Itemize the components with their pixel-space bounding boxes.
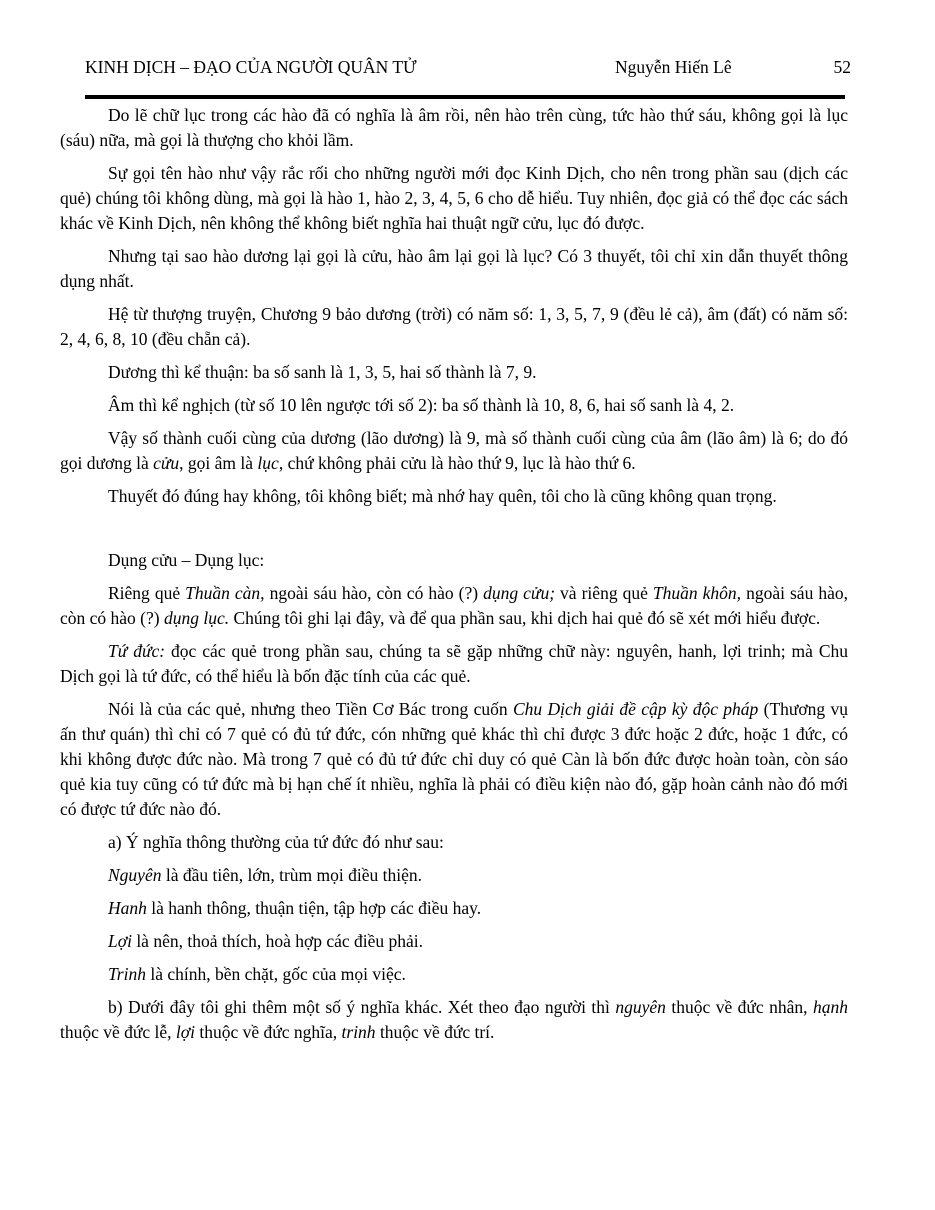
- definition-loi: Lợi là nên, thoả thích, hoà hợp các điều phải.: [108, 931, 424, 951]
- page-header: [0, 55, 935, 81]
- para-am-ke-nghich: Âm thì kể nghịch (từ số 10 lên ngược tới số 2): ba số thành là 10, 8, 6, hai số sanh là 4, 2.: [108, 395, 735, 415]
- para-he-tu-thuong-truyen: Hệ từ thượng truyện, Chương 9 bảo dương (trời) có năm số: 1, 3, 5, 7, 9 (đều lẻ cả), âm (đất) có năm số: 2, 4, 6, 8, 10 (đều chẵn cả).: [60, 304, 848, 349]
- para-duong-ke-thuan: Dương thì kể thuận: ba số sanh là 1, 3, 5, hai số thành là 7, 9.: [108, 362, 537, 382]
- definition-hanh: Hanh là hanh thông, thuận tiện, tập hợp các điều hay.: [108, 898, 482, 918]
- author-name: Nguyễn Hiến Lê: [615, 57, 732, 77]
- para-goi-ten-hao: Sự gọi tên hào như vậy rắc rối cho những người mới đọc Kinh Dịch, cho nên trong phần sau (dịch các quẻ) chúng tôi không dùng, mà gọi là hào 1, hào 2, 3, 4, 5, 6 cho dễ hiểu. Tuy nhiên, đọc giả có thể đọc các sách khác về Kinh Dịch, nên không thể không biết nghĩa hai thuật ngữ cửu, lục đó được.: [60, 163, 848, 233]
- para-vay-so-thanh: Vậy số thành cuối cùng của dương (lão dương) là 9, mà số thành cuối cùng của âm (lão âm) là 6; do đó gọi dương là cửu, gọi âm là lục, chứ không phải cửu là hào thứ 9, lục là hào thứ 6.: [60, 428, 848, 473]
- para-y-nghia-thong-thuong: a) Ý nghĩa thông thường của tứ đức đó như sau:: [108, 832, 444, 852]
- page-body: [60, 103, 848, 1053]
- header-rule: [85, 95, 845, 99]
- para-rieng-que: Riêng quẻ Thuần càn, ngoài sáu hào, còn có hào (?) dụng cửu; và riêng quẻ Thuần khôn, ngoài sáu hào, còn có hào (?) dụng lục. Chúng tôi ghi lại đây, và để qua phần sau, khi dịch hai quẻ đó sẽ xét mới hiểu được.: [60, 583, 849, 628]
- para-tu-duc: Tứ đức: đọc các quẻ trong phần sau, chúng ta sẽ gặp những chữ này: nguyên, hanh, lợi trinh; mà Chu Dịch gọi là tứ đức, có thể hiểu là bốn đặc tính của các quẻ.: [60, 641, 848, 686]
- heading-dung-cuu-dung-luc: Dụng cửu – Dụng lục:: [108, 550, 265, 570]
- para-luc-thuong: Do lẽ chữ lục trong các hào đã có nghĩa là âm rồi, nên hào trên cùng, tức hào thứ sáu, không gọi là lục (sáu) nữa, mà gọi là thượng cho khỏi lầm.: [60, 105, 848, 150]
- definition-trinh: Trinh là chính, bền chặt, gốc của mọi việc.: [108, 964, 406, 984]
- definition-nguyen: Nguyên là đầu tiên, lớn, trùm mọi điều thiện.: [108, 865, 422, 885]
- page-number: 52: [833, 57, 851, 77]
- para-thuyet-do-dung: Thuyết đó đúng hay không, tôi không biết; mà nhớ hay quên, tôi cho là cũng không quan trọng.: [108, 486, 777, 506]
- para-y-nghia-khac: b) Dưới đây tôi ghi thêm một số ý nghĩa khác. Xét theo đạo người thì nguyên thuộc về đức nhân, hạnh thuộc về đức lễ, lợi thuộc về đức nghĩa, trinh thuộc về đức trí.: [60, 997, 848, 1042]
- running-title: KINH DỊCH – ĐẠO CỦA NGƯỜI QUÂN TỬ: [85, 57, 417, 77]
- para-tai-sao-cuu-luc: Nhưng tại sao hào dương lại gọi là cửu, hào âm lại gọi là lục? Có 3 thuyết, tôi chỉ xin dẫn thuyết thông dụng nhất.: [60, 246, 848, 291]
- para-noi-la-cua-cac-que: Nói là của các quẻ, nhưng theo Tiền Cơ Bác trong cuốn Chu Dịch giải đề cập kỳ độc pháp (Thương vụ ấn thư quán) thì chỉ có 7 quẻ có đủ tứ đức, cón những quẻ khác thì chỉ được 3 đức hoặc 2 đức, hoặc 1 đức, có khi không được đức nào. Mà trong 7 quẻ có đủ tứ đức chỉ duy có quẻ Càn là bốn đức được hoàn toàn, còn sáo quẻ kia tuy cũng có tứ đức mà bị hạn chế ít nhiều, nghĩa là phải có điều kiện nào đó, gặp hoàn cảnh nào đó mới có được tứ đức nào đó.: [60, 699, 848, 819]
